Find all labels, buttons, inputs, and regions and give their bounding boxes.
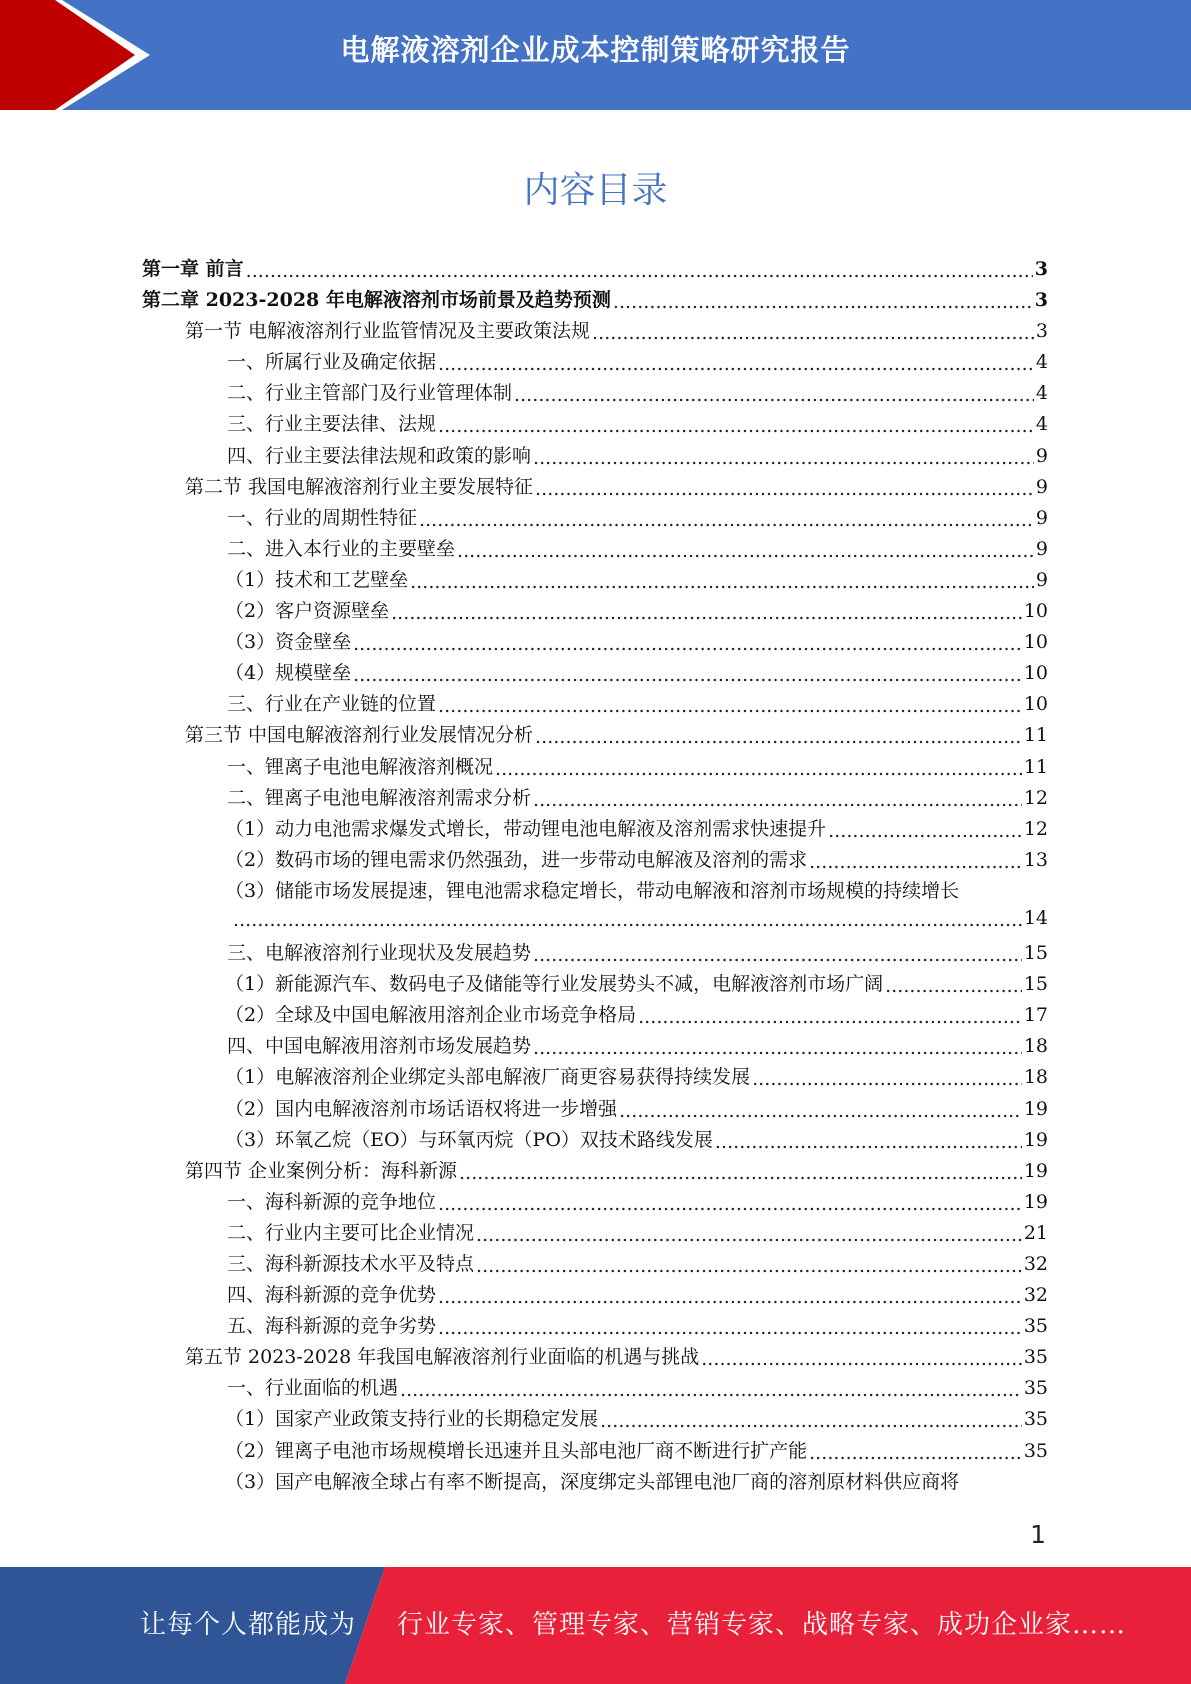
page-number: 1 <box>1030 1520 1046 1549</box>
toc-leader-dots <box>613 291 1033 310</box>
toc-entry[interactable] <box>142 254 1048 285</box>
toc-entry-text: （4）规模壁垒 <box>225 662 352 685</box>
toc-leader-dots <box>752 1068 1022 1087</box>
toc-entry-page: 11 <box>1023 755 1048 778</box>
toc-entry[interactable] <box>142 627 1048 658</box>
toc-entry-text: 第三节 中国电解液溶剂行业发展情况分析 <box>185 724 534 747</box>
toc-entry[interactable] <box>142 907 1048 938</box>
toc-leader-dots <box>246 260 1033 279</box>
toc-leader-dots <box>619 1100 1022 1119</box>
toc-entry-page: 35 <box>1023 1377 1048 1400</box>
toc-entry[interactable] <box>142 1187 1048 1218</box>
toc-entry[interactable] <box>142 472 1048 503</box>
toc-entry[interactable] <box>142 1249 1048 1280</box>
toc-entry-page: 15 <box>1023 942 1048 965</box>
toc-leader-dots <box>438 353 1034 372</box>
toc-entry-text: 三、行业主要法律、法规 <box>227 413 437 436</box>
toc-entry-text: 一、所属行业及确定依据 <box>227 351 437 374</box>
toc-entry-text: （1）新能源汽车、数码电子及储能等行业发展势头不减，电解液溶剂市场广阔 <box>225 973 884 996</box>
toc-title: 内容目录 <box>523 170 668 211</box>
toc-entry-text: （3）国产电解液全球占有率不断提高，深度绑定头部锂电池厂商的溶剂原材料供应商将 <box>225 1470 960 1493</box>
toc-leader-dots <box>535 478 1034 497</box>
toc-leader-dots <box>514 384 1034 403</box>
toc-leader-dots <box>353 633 1022 652</box>
toc-entry[interactable] <box>142 969 1048 1000</box>
toc-leader-dots <box>535 726 1022 745</box>
toc-entry-text: 三、电解液溶剂行业现状及发展趋势 <box>227 942 532 965</box>
toc-entry-text: 四、行业主要法律法规和政策的影响 <box>227 444 532 467</box>
toc-entry[interactable] <box>142 814 1048 845</box>
toc-entry-page: 15 <box>1023 973 1048 996</box>
toc-entry-text: 三、行业在产业链的位置 <box>227 693 437 716</box>
toc-entry-page: 18 <box>1023 1066 1048 1089</box>
toc-entry[interactable] <box>142 720 1048 751</box>
toc-leader-dots <box>391 602 1022 621</box>
toc-leader-dots <box>457 540 1034 559</box>
toc-entry-text: 一、行业面临的机遇 <box>227 1377 399 1400</box>
toc-leader-dots <box>715 1131 1022 1150</box>
toc-entry[interactable] <box>142 658 1048 689</box>
toc-entry-page: 32 <box>1023 1284 1048 1307</box>
toc-entry-page: 19 <box>1023 1128 1048 1151</box>
toc-leader-dots <box>233 909 1022 928</box>
toc-entry-page: 18 <box>1023 1035 1048 1058</box>
table-of-contents <box>142 254 1048 1498</box>
toc-entry-page: 9 <box>1035 537 1048 560</box>
toc-entry-text: 第一章 前言 <box>142 258 244 280</box>
toc-entry-text: （1）技术和工艺壁垒 <box>225 568 409 591</box>
toc-leader-dots <box>438 415 1034 434</box>
toc-entry-page: 4 <box>1035 413 1048 436</box>
toc-entry[interactable] <box>142 1218 1048 1249</box>
toc-entry-page: 35 <box>1023 1439 1048 1462</box>
toc-leader-dots <box>353 664 1022 683</box>
toc-entry-text: 四、海科新源的竞争优势 <box>227 1284 437 1307</box>
toc-entry-page: 35 <box>1023 1315 1048 1338</box>
toc-entry-page: 9 <box>1035 568 1048 591</box>
toc-leader-dots <box>533 944 1022 963</box>
toc-entry[interactable] <box>142 1467 1048 1498</box>
toc-entry-page: 21 <box>1023 1221 1048 1244</box>
toc-leader-dots <box>438 1286 1022 1305</box>
toc-entry-text: （2）客户资源壁垒 <box>225 600 390 623</box>
toc-entry[interactable] <box>142 1436 1048 1467</box>
toc-entry[interactable] <box>142 1311 1048 1342</box>
toc-leader-dots <box>533 789 1022 808</box>
toc-entry-text: 第五节 2023-2028 年我国电解液溶剂行业面临的机遇与挑战 <box>185 1346 700 1369</box>
toc-leader-dots <box>476 1255 1022 1274</box>
toc-entry-page: 10 <box>1023 693 1048 716</box>
toc-entry-page: 35 <box>1023 1408 1048 1431</box>
footer-slogan-right: 行业专家、管理专家、营销专家、战略专家、成功企业家…… <box>397 1610 1127 1640</box>
toc-entry[interactable] <box>142 503 1048 534</box>
toc-entry-text: （2）锂离子电池市场规模增长迅速并且头部电池厂商不断进行扩产能 <box>225 1439 808 1462</box>
toc-entry-page: 3 <box>1034 258 1048 280</box>
toc-entry-page: 32 <box>1023 1253 1048 1275</box>
toc-entry[interactable] <box>142 409 1048 440</box>
toc-leader-dots <box>495 758 1022 777</box>
toc-leader-dots <box>533 1037 1022 1056</box>
toc-entry-text: （1）国家产业政策支持行业的长期稳定发展 <box>225 1408 599 1431</box>
footer-slogan-left: 让每个人都能成为 <box>140 1610 357 1640</box>
toc-leader-dots <box>419 509 1034 528</box>
toc-entry-text: 二、行业内主要可比企业情况 <box>227 1221 475 1244</box>
toc-entry[interactable] <box>142 534 1048 565</box>
toc-entry-text: （1）动力电池需求爆发式增长，带动锂电池电解液及溶剂需求快速提升 <box>225 817 827 840</box>
toc-leader-dots <box>701 1348 1022 1367</box>
toc-entry-text: （2）国内电解液溶剂市场话语权将进一步增强 <box>225 1097 618 1120</box>
toc-entry-text: 第四节 企业案例分析：海科新源 <box>185 1159 458 1182</box>
toc-entry[interactable] <box>142 1373 1048 1404</box>
toc-entry-text: 二、进入本行业的主要壁垒 <box>227 537 456 560</box>
page-header <box>0 0 1191 110</box>
toc-entry-text: 第二节 我国电解液溶剂行业主要发展特征 <box>185 475 534 498</box>
toc-entry[interactable] <box>142 689 1048 720</box>
toc-leader-dots <box>533 447 1034 466</box>
toc-entry-text: 三、海科新源技术水平及特点 <box>227 1253 475 1275</box>
toc-leader-dots <box>438 1193 1022 1212</box>
toc-entry-text: 五、海科新源的竞争劣势 <box>227 1315 437 1338</box>
toc-entry[interactable] <box>142 783 1048 814</box>
toc-entry-page: 19 <box>1023 1190 1048 1213</box>
toc-entry-text: 二、锂离子电池电解液溶剂需求分析 <box>227 786 532 809</box>
toc-entry-page: 3 <box>1035 320 1048 343</box>
toc-entry[interactable] <box>142 1156 1048 1187</box>
toc-entry-text: 第二章 2023-2028 年电解液溶剂市场前景及趋势预测 <box>142 289 611 312</box>
toc-entry-text: 一、海科新源的竞争地位 <box>227 1190 437 1213</box>
toc-leader-dots <box>885 975 1022 994</box>
toc-entry[interactable] <box>142 285 1048 316</box>
toc-entry-page: 3 <box>1034 289 1048 312</box>
toc-entry[interactable] <box>142 845 1048 876</box>
toc-entry[interactable] <box>142 1342 1048 1373</box>
toc-entry-page: 19 <box>1023 1097 1048 1120</box>
toc-entry[interactable] <box>142 1031 1048 1062</box>
toc-leader-dots <box>410 571 1034 590</box>
toc-entry-text: （3）环氧乙烷（EO）与环氧丙烷（PO）双技术路线发展 <box>225 1128 713 1151</box>
toc-entry-text: （3）资金壁垒 <box>225 631 352 654</box>
toc-entry-text: 一、行业的周期性特征 <box>227 506 418 529</box>
toc-entry-text: （2）全球及中国电解液用溶剂企业市场竞争格局 <box>225 1004 637 1027</box>
toc-entry-page: 9 <box>1035 506 1048 529</box>
toc-leader-dots <box>438 695 1022 714</box>
toc-entry[interactable] <box>142 752 1048 783</box>
toc-leader-dots <box>600 1410 1022 1429</box>
toc-entry-page: 9 <box>1035 475 1048 498</box>
toc-entry[interactable] <box>142 316 1048 347</box>
toc-leader-dots <box>400 1379 1022 1398</box>
toc-entry-page: 35 <box>1023 1346 1048 1369</box>
toc-entry-page: 11 <box>1023 724 1048 747</box>
toc-entry-page: 17 <box>1023 1004 1048 1027</box>
toc-entry[interactable] <box>142 876 1048 907</box>
page-footer <box>0 1567 1191 1684</box>
toc-leader-dots <box>592 322 1034 341</box>
toc-entry-text: 四、中国电解液用溶剂市场发展趋势 <box>227 1035 532 1058</box>
toc-entry[interactable] <box>142 1062 1048 1093</box>
toc-entry-page: 4 <box>1035 351 1048 374</box>
toc-entry-page: 19 <box>1023 1159 1048 1182</box>
toc-entry[interactable] <box>142 938 1048 969</box>
toc-entry[interactable] <box>142 1404 1048 1435</box>
toc-entry-text: （2）数码市场的锂电需求仍然强劲，进一步带动电解液及溶剂的需求 <box>225 848 808 871</box>
toc-entry[interactable] <box>142 1000 1048 1031</box>
toc-leader-dots <box>809 851 1022 870</box>
toc-entry[interactable] <box>142 565 1048 596</box>
toc-entry[interactable] <box>142 378 1048 409</box>
toc-entry[interactable] <box>142 1280 1048 1311</box>
toc-entry-page: 12 <box>1023 786 1048 809</box>
toc-entry-page: 9 <box>1035 444 1048 467</box>
toc-leader-dots <box>459 1162 1022 1181</box>
toc-entry-text: 第一节 电解液溶剂行业监管情况及主要政策法规 <box>185 320 591 343</box>
toc-entry[interactable] <box>142 596 1048 627</box>
toc-entry-page: 14 <box>1023 906 1048 929</box>
toc-entry-page: 13 <box>1023 848 1048 871</box>
toc-entry-page: 10 <box>1023 631 1048 654</box>
toc-entry-page: 4 <box>1035 382 1048 405</box>
toc-entry-page: 10 <box>1023 662 1048 685</box>
toc-entry-page: 12 <box>1023 817 1048 840</box>
toc-entry[interactable] <box>142 441 1048 472</box>
toc-leader-dots <box>476 1224 1022 1243</box>
toc-entry-page: 10 <box>1023 600 1048 623</box>
toc-entry[interactable] <box>142 1125 1048 1156</box>
toc-entry[interactable] <box>142 1094 1048 1125</box>
toc-leader-dots <box>828 820 1022 839</box>
toc-leader-dots <box>638 1006 1022 1025</box>
toc-entry[interactable] <box>142 347 1048 378</box>
toc-entry-text: 一、锂离子电池电解液溶剂概况 <box>227 755 494 778</box>
toc-entry-text: （3）储能市场发展提速，锂电池需求稳定增长，带动电解液和溶剂市场规模的持续增长 <box>225 879 960 902</box>
toc-leader-dots <box>438 1317 1022 1336</box>
toc-leader-dots <box>809 1442 1022 1461</box>
toc-entry-text: 二、行业主管部门及行业管理体制 <box>227 382 513 405</box>
header-title: 电解液溶剂企业成本控制策略研究报告 <box>340 33 851 67</box>
toc-entry-text: （1）电解液溶剂企业绑定头部电解液厂商更容易获得持续发展 <box>225 1066 751 1089</box>
